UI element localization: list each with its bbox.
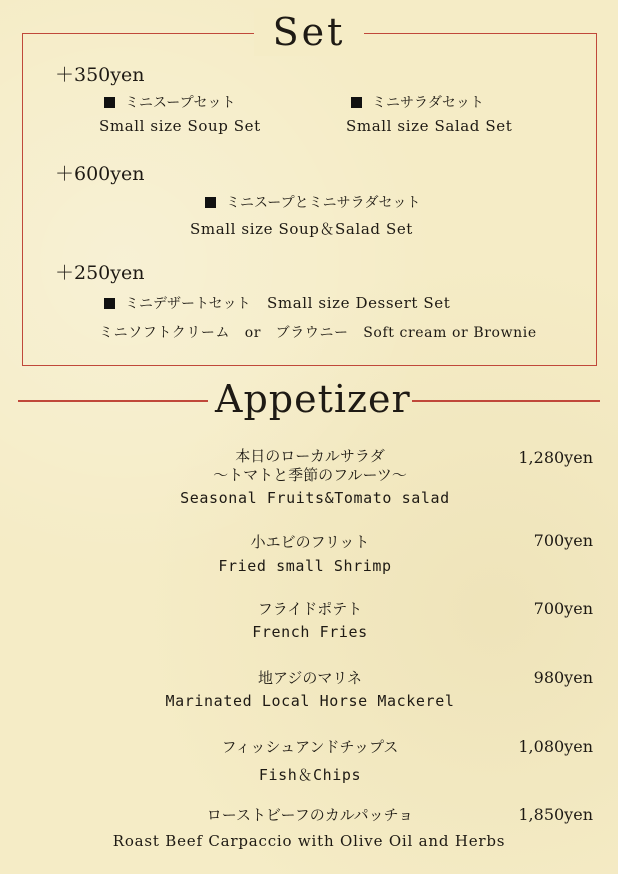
- bullet-square-icon: [104, 298, 115, 309]
- appetizer-item-en: Marinated Local Horse Mackerel: [165, 692, 455, 710]
- appetizer-item-price: 1,280yen: [518, 448, 593, 467]
- appetizer-item-price: 1,850yen: [518, 805, 593, 824]
- appetizer-item-name: 本日のローカルサラダ: [235, 447, 385, 465]
- appetizer-item-price: 700yen: [533, 599, 593, 618]
- appetizer-item-subname: ～トマトと季節のフルーツ～: [213, 466, 407, 484]
- appetizer-item-en: French Fries: [252, 623, 368, 641]
- set-item-soup-en: Small size Soup Set: [99, 117, 261, 135]
- appetizer-item-name: 小エビのフリット: [250, 533, 370, 551]
- set-item-salad-en: Small size Salad Set: [346, 117, 513, 135]
- appetizer-item-en: Fried small Shrimp: [218, 557, 392, 575]
- set-item-soup-salad-jp: ミニスープとミニサラダセット: [205, 192, 420, 212]
- bullet-square-icon: [205, 197, 216, 208]
- set-item-salad-jp: ミニサラダセット: [351, 92, 484, 112]
- set-title: Set: [254, 8, 364, 56]
- set-price-350: ＋350yen: [55, 64, 145, 86]
- set-item-soup-jp: ミニスープセット: [104, 92, 235, 112]
- set-item-soup-salad-en: Small size Soup＆Salad Set: [190, 220, 413, 238]
- appetizer-item-name: ローストビーフのカルパッチョ: [206, 806, 414, 824]
- bullet-square-icon: [351, 97, 362, 108]
- set-item-dessert-en: Small size Dessert Set: [267, 294, 451, 312]
- appetizer-item-en: Roast Beef Carpaccio with Olive Oil and Herbs: [112, 832, 506, 850]
- bullet-square-icon: [104, 97, 115, 108]
- appetizer-item-price: 1,080yen: [518, 737, 593, 756]
- appetizer-item-name: フィッシュアンドチップス: [221, 738, 399, 756]
- divider-right: [412, 400, 600, 402]
- set-price-250: ＋250yen: [55, 262, 145, 284]
- appetizer-item-price: 700yen: [533, 531, 593, 550]
- divider-left: [18, 400, 208, 402]
- set-dessert-options: ミニソフトクリーム or ブラウニー Soft cream or Brownie: [99, 325, 537, 341]
- appetizer-item-en: Fish＆Chips: [258, 766, 362, 784]
- appetizer-item-name: フライドポテト: [257, 600, 363, 618]
- appetizer-item-price: 980yen: [533, 668, 593, 687]
- appetizer-item-en: Seasonal Fruits&Tomato salad: [180, 489, 450, 507]
- appetizer-item-name: 地アジのマリネ: [257, 669, 363, 687]
- set-price-600: ＋600yen: [55, 163, 145, 185]
- appetizer-title: Appetizer: [215, 377, 411, 421]
- set-item-dessert-jp: ミニデザートセット: [104, 293, 251, 313]
